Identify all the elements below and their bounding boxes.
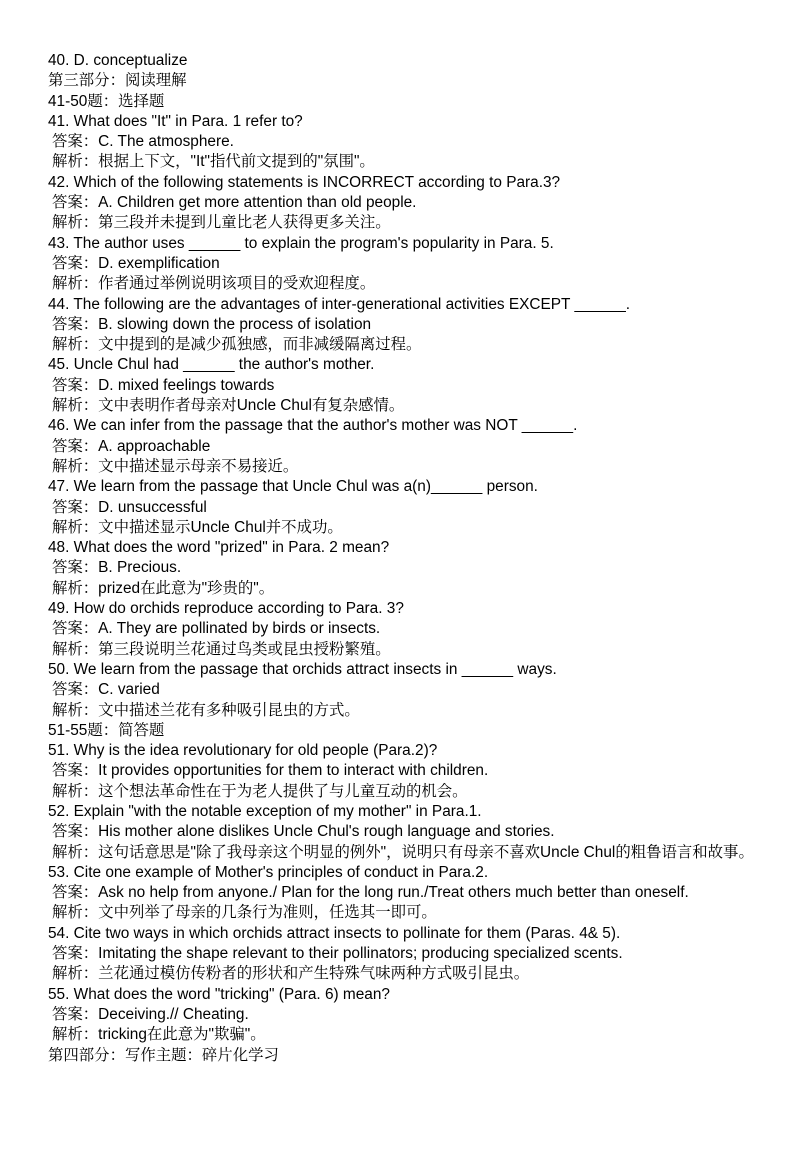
question-line: 48. What does the word "prized" in Para. 2 mean? [48, 539, 390, 557]
question-line: 45. Uncle Chul had ______ the author's mother. [48, 356, 375, 374]
question-line: 52. Explain "with the notable exception of my mother" in Para.1. [48, 802, 482, 820]
answer-line: 答案：D. mixed feelings towards [52, 376, 275, 394]
answer-line: 答案：C. varied [52, 681, 160, 699]
heading-line: 第三部分：阅读理解 [48, 72, 187, 90]
answer-line: 答案：D. exemplification [52, 254, 220, 272]
answer-line: 答案：D. unsuccessful [52, 498, 207, 516]
question-line: 42. Which of the following statements is INCORRECT according to Para.3? [48, 173, 561, 191]
analysis-line: 解析：tricking在此意为"欺骗"。 [52, 1026, 266, 1044]
answer-line: 答案：Deceiving.// Cheating. [52, 1005, 249, 1023]
question-line: 49. How do orchids reproduce according to Para. 3? [48, 600, 404, 618]
answer-line: 答案：A. approachable [52, 437, 211, 455]
question-line: 50. We learn from the passage that orchids attract insects in ______ ways. [48, 660, 557, 678]
heading-line: 第四部分：写作主题：碎片化学习 [48, 1046, 279, 1064]
question-line: 44. The following are the advantages of inter-generational activities EXCEPT ______. [48, 295, 631, 313]
answer-line: 答案：Ask no help from anyone./ Plan for the long run./Treat others much better than oneself. [52, 884, 689, 902]
answer-line: 答案：His mother alone dislikes Uncle Chul's rough language and stories. [52, 823, 555, 841]
analysis-line: 解析：第三段并未提到儿童比老人获得更多关注。 [52, 214, 391, 232]
analysis-line: 解析：作者通过举例说明该项目的受欢迎程度。 [52, 275, 376, 293]
analysis-line: 解析：兰花通过模仿传粉者的形状和产生特殊气味两种方式吸引昆虫。 [52, 965, 530, 983]
question-line: 51. Why is the idea revolutionary for old people (Para.2)? [48, 742, 438, 760]
analysis-line: 解析：prized在此意为"珍贵的"。 [52, 579, 275, 597]
question-line: 46. We can infer from the passage that the author's mother was NOT ______. [48, 417, 578, 435]
question-line: 55. What does the word "tricking" (Para. 6) mean? [48, 985, 390, 1003]
analysis-line: 解析：文中描述显示母亲不易接近。 [52, 457, 299, 475]
answer-key-document [48, 51, 768, 1066]
analysis-line: 解析：根据上下文，"It"指代前文提到的"氛围"。 [52, 153, 375, 171]
question-line: 43. The author uses ______ to explain the program's popularity in Para. 5. [48, 234, 554, 252]
analysis-line: 解析：文中提到的是减少孤独感，而非减缓隔离过程。 [52, 336, 422, 354]
answer-line: 答案：A. They are pollinated by birds or insects. [52, 620, 381, 638]
analysis-line: 解析：文中表明作者母亲对Uncle Chul有复杂感情。 [52, 397, 405, 415]
answer-line: 答案：It provides opportunities for them to interact with children. [52, 762, 489, 780]
heading-line: 41-50题：选择题 [48, 92, 165, 110]
question-line: 40. D. conceptualize [48, 52, 188, 69]
heading-line: 51-55题：简答题 [48, 721, 165, 739]
answer-line: 答案：C. The atmosphere. [52, 133, 234, 151]
answer-line: 答案：B. Precious. [52, 559, 182, 577]
analysis-line: 解析：这句话意思是"除了我母亲这个明显的例外"，说明只有母亲不喜欢Uncle Chul的粗鲁语言和故事。 [52, 843, 754, 861]
analysis-line: 解析：文中描述兰花有多种吸引昆虫的方式。 [52, 701, 360, 719]
question-line: 54. Cite two ways in which orchids attract insects to pollinate for them (Paras. 4& 5). [48, 924, 621, 942]
question-line: 47. We learn from the passage that Uncle Chul was a(n)______ person. [48, 478, 538, 496]
analysis-line: 解析：文中列举了母亲的几条行为准则，任选其一即可。 [52, 904, 437, 922]
answer-line: 答案：Imitating the shape relevant to their pollinators; producing specialized scents. [52, 945, 623, 963]
analysis-line: 解析：这个想法革命性在于为老人提供了与儿童互动的机会。 [52, 782, 468, 800]
analysis-line: 解析：第三段说明兰花通过鸟类或昆虫授粉繁殖。 [52, 640, 391, 658]
question-line: 41. What does "It" in Para. 1 refer to? [48, 112, 303, 130]
answer-line: 答案：B. slowing down the process of isolation [52, 315, 372, 333]
analysis-line: 解析：文中描述显示Uncle Chul并不成功。 [52, 518, 343, 536]
answer-line: 答案：A. Children get more attention than old people. [52, 194, 417, 212]
question-line: 53. Cite one example of Mother's principles of conduct in Para.2. [48, 863, 489, 881]
